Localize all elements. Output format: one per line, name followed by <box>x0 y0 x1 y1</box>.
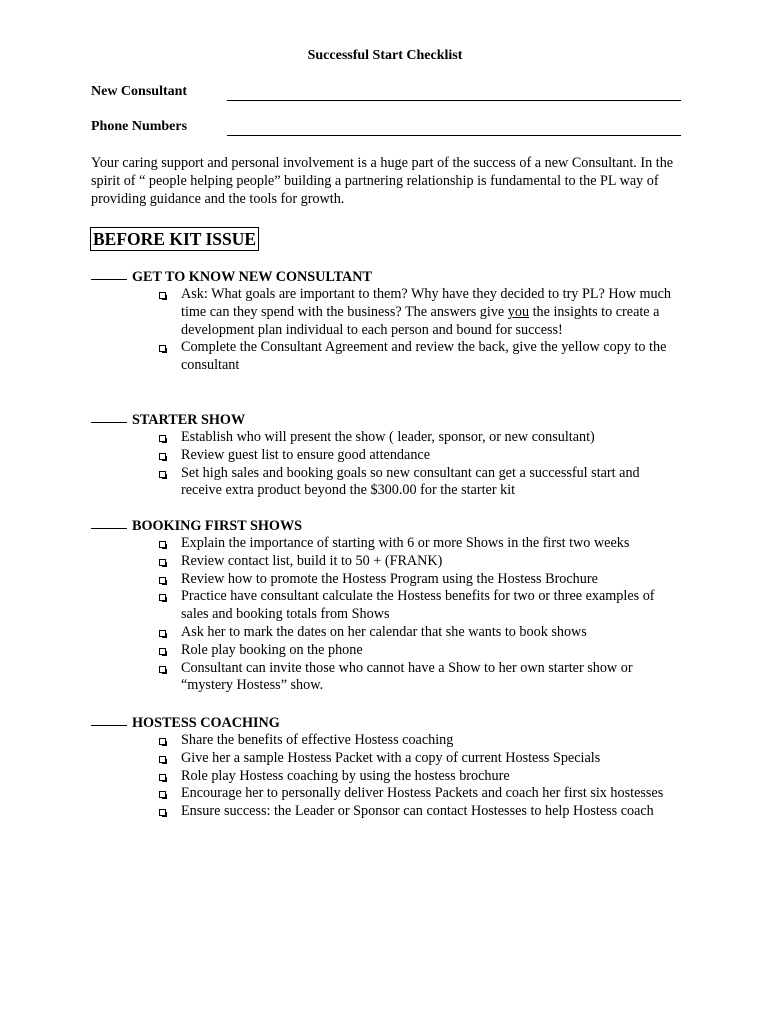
checklist-items <box>91 732 691 821</box>
checkbox-bullet-icon <box>159 541 166 548</box>
item-text: Complete the Consultant Agreement and review the back, give the yellow copy to the consultant <box>181 339 667 374</box>
section-check-blank <box>91 518 127 529</box>
item-underlined-text: you <box>507 303 530 320</box>
section-check-blank <box>91 269 127 280</box>
checklist-items <box>91 286 691 375</box>
checkbox-bullet-icon <box>159 471 166 478</box>
checkbox-bullet-icon <box>159 648 166 655</box>
checkbox-bullet-icon <box>159 666 166 673</box>
item-text: Share the benefits of effective Hostess coaching <box>181 732 454 748</box>
checklist-item <box>91 465 681 501</box>
checkbox-bullet-icon <box>159 594 166 601</box>
checklist-section <box>91 411 691 500</box>
item-text: Give her a sample Hostess Packet with a copy of current Hostess Specials <box>181 749 601 766</box>
item-text-continued: the insights to create a development plan individual to each person and bound for success! <box>181 303 660 338</box>
checkbox-bullet-icon <box>159 774 166 781</box>
section-heading-text: STARTER SHOW <box>132 412 246 428</box>
checkbox-bullet-icon <box>159 791 166 798</box>
checkbox-bullet-icon <box>159 577 166 584</box>
item-text: Ask her to mark the dates on her calendar that she wants to book shows <box>181 623 587 640</box>
checkbox-bullet-icon <box>159 345 166 352</box>
checkbox-bullet-icon <box>159 756 166 763</box>
checklist-item <box>91 339 681 375</box>
checklist-item <box>91 624 681 642</box>
checklist-item <box>91 447 681 465</box>
checkbox-bullet-icon <box>159 292 166 299</box>
section-heading-text: GET TO KNOW NEW CONSULTANT <box>132 269 372 285</box>
section-check-blank <box>91 715 127 726</box>
phone-numbers-blank-line <box>227 135 681 136</box>
item-text: Explain the importance of starting with 6 or more Shows in the first two weeks <box>181 535 630 551</box>
checklist-item <box>91 571 681 589</box>
section-heading <box>91 714 691 732</box>
section-heading-text: BOOKING FIRST SHOWS <box>132 518 303 534</box>
checklist-section <box>91 517 691 695</box>
new-consultant-blank-line <box>227 100 681 101</box>
checklist-item <box>91 768 681 786</box>
checkbox-bullet-icon <box>159 738 166 745</box>
checklist-item <box>91 429 681 447</box>
checklist-items <box>91 429 691 500</box>
checklist-section <box>91 268 691 375</box>
item-text: Ask: What goals are important to them? Why have they decided to try PL? How much time can they spend with the business? The answers give <box>181 286 672 320</box>
section-heading <box>91 517 691 535</box>
checklist-section <box>91 714 691 821</box>
item-text: Review guest list to ensure good attendance <box>181 446 431 463</box>
new-consultant-label: New Consultant <box>91 84 188 99</box>
checklist-item <box>91 642 681 660</box>
item-text: Ensure success: the Leader or Sponsor can contact Hostesses to help Hostess coach <box>181 803 654 820</box>
checkbox-bullet-icon <box>159 559 166 566</box>
checkbox-bullet-icon <box>159 435 166 442</box>
new-consultant-field <box>91 84 681 104</box>
phase-heading: BEFORE KIT ISSUE <box>90 227 259 251</box>
page-title: Successful Start Checklist <box>307 48 463 63</box>
item-text: Review how to promote the Hostess Program using the Hostess Brochure <box>181 570 598 587</box>
checklist-item <box>91 535 681 553</box>
checklist-item <box>91 553 681 571</box>
checklist-item <box>91 803 681 821</box>
phone-numbers-label: Phone Numbers <box>91 119 188 134</box>
item-text: Role play Hostess coaching by using the hostess brochure <box>181 767 510 784</box>
checklist-item <box>91 660 681 696</box>
checklist-item <box>91 750 681 768</box>
section-heading <box>91 411 691 429</box>
item-text: Practice have consultant calculate the Hostess benefits for two or three examples of sales and booking totals from Shows <box>181 588 655 623</box>
item-text: Consultant can invite those who cannot have a Show to her own starter show or “mystery Hostess” show. <box>181 659 633 694</box>
phone-numbers-field <box>91 119 681 139</box>
intro-paragraph: Your caring support and personal involvement is a huge part of the success of a new Consultant. In the spirit of “ people helping people” building a partnering relationship is fundamental to the PL way of providing guidance and the tools for growth. <box>91 155 674 207</box>
item-text: Establish who will present the show ( leader, sponsor, or new consultant) <box>181 429 595 445</box>
section-check-blank <box>91 412 127 423</box>
checklist-item <box>91 785 681 803</box>
section-heading <box>91 268 691 286</box>
section-heading-text: HOSTESS COACHING <box>132 715 280 731</box>
item-text: Review contact list, build it to 50 + (FRANK) <box>181 552 443 569</box>
checklist-item <box>91 286 681 339</box>
checkbox-bullet-icon <box>159 453 166 460</box>
item-text: Role play booking on the phone <box>181 641 363 658</box>
checkbox-bullet-icon <box>159 630 166 637</box>
checkbox-bullet-icon <box>159 809 166 816</box>
item-text: Encourage her to personally deliver Hostess Packets and coach her first six hostesses <box>181 785 664 802</box>
checklist-item <box>91 732 681 750</box>
checklist-item <box>91 588 681 624</box>
checklist-items <box>91 535 691 695</box>
item-text: Set high sales and booking goals so new consultant can get a successful start and receive extra product beyond the $300.00 for the starter kit <box>181 464 640 499</box>
